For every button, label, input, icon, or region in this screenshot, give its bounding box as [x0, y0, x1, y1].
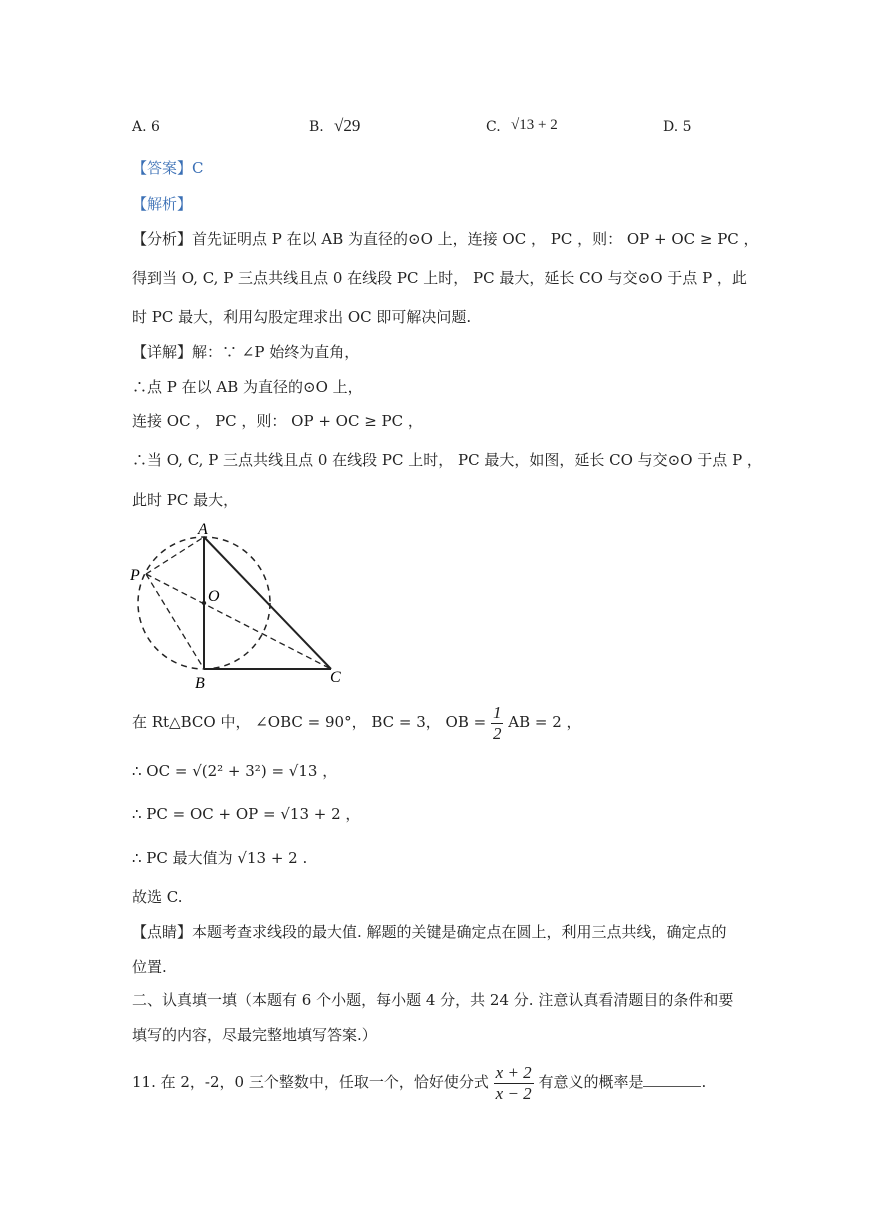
calc-line-5: 故选 C.: [132, 888, 183, 906]
fraction-half: [491, 703, 504, 744]
option-d: D. 5: [663, 119, 692, 135]
question-11: [132, 1060, 706, 1104]
calc-line-2: ∴ OC = √(2² + 3²) = √13 ，: [132, 762, 338, 780]
dianjing-line-2: 位置.: [132, 958, 167, 976]
fenxi-line-1: 【分析】首先证明点 P 在以 AB 为直径的⊙O 上，连接 OC ， PC ，则： OP + OC ≥ PC ，: [132, 230, 759, 248]
label-c: C: [330, 669, 341, 686]
option-b-value: √29: [334, 116, 361, 135]
fenxi-line-2: 得到当 O, C, P 三点共线且点 0 在线段 PC 上时， PC 最大，延长 CO 与交⊙O 于点 P ，此: [132, 269, 747, 287]
section2-line-2: 填写的内容，尽最完整地填写答案.）: [132, 1026, 377, 1044]
segment-ac: [204, 537, 331, 669]
segment-pa: [146, 537, 204, 574]
xiangjie-line-5: 此时 PC 最大，: [132, 491, 239, 509]
dianjing-line-1: 【点睛】本题考查求线段的最大值. 解题的关键是确定点在圆上，利用三点共线，确定点的: [132, 923, 727, 941]
answer-blank[interactable]: [643, 1072, 701, 1087]
answer-heading: 【答案】C: [132, 159, 204, 177]
q11-fraction-den: x − 2: [495, 1083, 532, 1103]
q11-pre: 11. 在 2，-2，0 三个整数中，任取一个，恰好使分式: [132, 1073, 489, 1091]
label-a: A: [198, 521, 208, 538]
section2-line-1: 二、认真填一填（本题有 6 个小题，每小题 4 分，共 24 分. 注意认真看清题目的条件和要: [132, 991, 734, 1009]
geometry-figure: [130, 518, 350, 690]
option-c-value: √13 + 2: [511, 117, 558, 133]
calc-line-1: [132, 700, 582, 744]
point-o: [202, 601, 206, 605]
option-c-label: C.: [486, 119, 501, 135]
calc-line-4: ∴ PC 最大值为 √13 + 2 .: [132, 849, 308, 867]
xiangjie-line-1: 【详解】解：∵ ∠P 始终为直角，: [132, 343, 360, 361]
q11-end: .: [701, 1073, 707, 1091]
label-o: O: [208, 588, 220, 605]
q11-fraction: [494, 1063, 534, 1104]
option-b-label: B.: [309, 119, 324, 135]
xiangjie-line-4: ∴当 O, C, P 三点共线且点 0 在线段 PC 上时， PC 最大，如图，延长 CO 与交⊙O 于点 P ，: [132, 451, 762, 469]
segment-pc: [146, 574, 331, 669]
calc-line-1-post: AB = 2 ，: [508, 713, 582, 731]
xiangjie-line-3: 连接 OC ， PC ，则： OP + OC ≥ PC ，: [132, 412, 423, 430]
calc-line-3: ∴ PC = OC + OP = √13 + 2 ，: [132, 805, 361, 823]
fraction-num: 1: [492, 702, 502, 722]
q11-post: 有意义的概率是: [538, 1073, 644, 1091]
calc-line-1-pre: 在 Rt△BCO 中， ∠OBC = 90°， BC = 3， OB =: [132, 713, 487, 731]
fenxi-line-3: 时 PC 最大，利用勾股定理求出 OC 即可解决问题.: [132, 308, 472, 326]
option-a: A. 6: [132, 119, 160, 135]
xiangjie-line-2: ∴点 P 在以 AB 为直径的⊙O 上，: [132, 378, 363, 396]
fraction-den: 2: [492, 723, 502, 743]
label-p: P: [130, 567, 140, 584]
q11-fraction-num: x + 2: [495, 1062, 532, 1082]
analysis-heading: 【解析】: [132, 195, 193, 213]
label-b: B: [195, 675, 205, 690]
